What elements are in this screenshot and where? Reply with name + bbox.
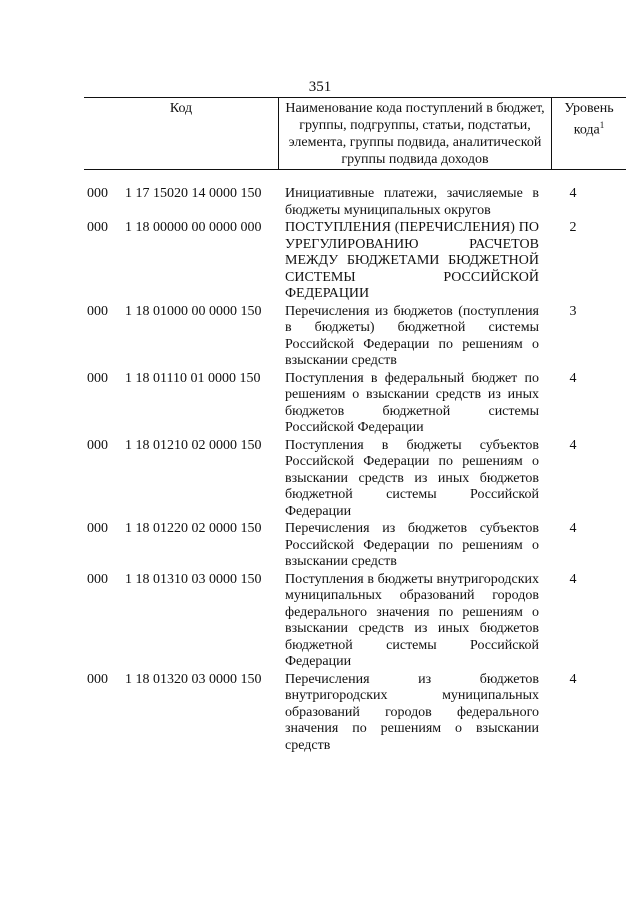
table-row <box>84 371 606 437</box>
admin-code: 000 <box>87 671 108 687</box>
admin-code: 000 <box>87 303 108 319</box>
code-level: 4 <box>569 671 577 687</box>
income-code: 1 18 01220 02 0000 150 <box>125 521 262 536</box>
admin-code: 000 <box>87 186 108 201</box>
code-level: 4 <box>569 186 577 201</box>
header-level <box>552 98 627 170</box>
code-level: 4 <box>569 571 577 587</box>
table-row <box>84 672 606 755</box>
footnote-marker: 1 <box>599 120 605 130</box>
header-level-label: Уровень кода <box>564 101 614 138</box>
income-code: 1 18 01310 03 0000 150 <box>125 571 262 587</box>
code-level: 4 <box>569 370 577 386</box>
table-body <box>84 186 606 755</box>
code-level: 2 <box>569 220 577 235</box>
header-code: Код <box>169 101 193 116</box>
table-row <box>84 304 606 370</box>
table-row <box>84 572 606 671</box>
code-level: 4 <box>569 521 577 536</box>
income-name: Инициативные платежи, зачисляемые в бюджеты муниципальных округов <box>285 186 539 218</box>
page-number: 351 <box>308 79 332 95</box>
income-name: Перечисления из бюджетов внутригородских муниципальных образований городов федерального значения по решениям о взыскании средств <box>285 671 539 753</box>
income-name: Поступления в бюджеты внутригородских муниципальных образований городов федерального значения по решениям о взыскании средств из иных бюджетов бюджетной системы Российской Федерации <box>285 571 539 669</box>
income-name: ПОСТУПЛЕНИЯ (ПЕРЕЧИСЛЕНИЯ) ПО УРЕГУЛИРОВАНИЮ РАСЧЕТОВ МЕЖДУ БЮДЖЕТАМИ БЮДЖЕТНОЙ СИСТЕМЫ РОССИЙСКОЙ ФЕДЕРАЦИИ <box>285 220 539 301</box>
income-name: Перечисления из бюджетов (поступления в бюджеты) бюджетной системы Российской Федерации по решениям о взыскании средств <box>285 303 539 368</box>
table-row <box>84 186 606 219</box>
income-code: 1 17 15020 14 0000 150 <box>125 186 262 201</box>
table-header <box>84 97 626 170</box>
code-level: 3 <box>569 303 577 319</box>
header-name: Наименование кода поступлений в бюджет, группы, подгруппы, статьи, подстатьи, элемента, группы подвида, аналитической группы подвида доходов <box>279 98 552 170</box>
admin-code: 000 <box>87 521 108 536</box>
admin-code: 000 <box>87 220 108 235</box>
code-level: 4 <box>569 437 577 453</box>
income-name: Поступления в федеральный бюджет по решениям о взыскании средств из иных бюджетов бюджетной системы Российской Федерации <box>285 370 539 435</box>
income-code: 1 18 01110 01 0000 150 <box>125 370 261 386</box>
admin-code: 000 <box>87 571 108 587</box>
income-code: 1 18 00000 00 0000 000 <box>125 220 262 235</box>
table-row <box>84 521 606 571</box>
table-row <box>84 438 606 521</box>
income-code: 1 18 01320 03 0000 150 <box>125 671 262 687</box>
admin-code: 000 <box>87 370 108 386</box>
income-code: 1 18 01210 02 0000 150 <box>125 437 262 453</box>
admin-code: 000 <box>87 437 108 453</box>
income-name: Перечисления из бюджетов субъектов Российской Федерации по решениям о взыскании средств <box>285 521 539 569</box>
income-name: Поступления в бюджеты субъектов Российской Федерации по решениям о взыскании средств из иных бюджетов бюджетной системы Российской Федерации <box>285 437 539 519</box>
income-code: 1 18 01000 00 0000 150 <box>125 303 262 319</box>
table-row <box>84 220 606 303</box>
